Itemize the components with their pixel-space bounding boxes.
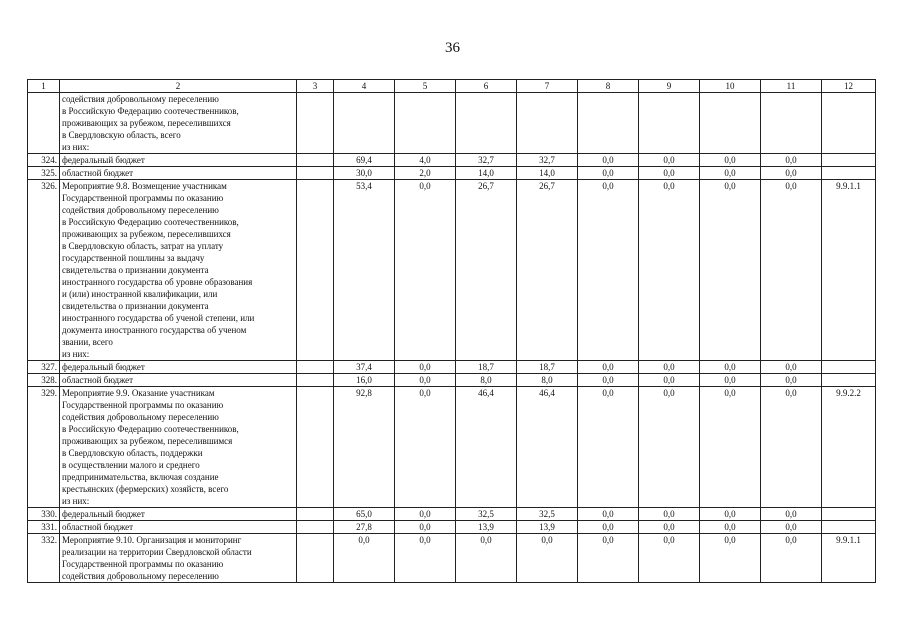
row-value-c5: 0,0 [395,387,456,508]
row-value-c6: 32,5 [456,508,517,521]
row-value-c7: 18,7 [517,361,578,374]
row-target-code: 9.9.2.2 [822,387,876,508]
budget-table [27,79,876,583]
row-target-code [822,374,876,387]
row-name: федеральный бюджет [60,508,297,521]
row-value-c5: 4,0 [395,154,456,167]
row-value-c5: 0,0 [395,534,456,583]
row-value-c11: 0,0 [761,374,822,387]
row-value-c4: 16,0 [334,374,395,387]
column-header: 11 [761,80,822,93]
row-value-c8 [578,93,639,154]
row-value-c8: 0,0 [578,167,639,180]
table-row [28,154,876,167]
table-row [28,374,876,387]
row-name: областной бюджет [60,167,297,180]
row-number: 332. [28,534,60,583]
row-value-c7: 14,0 [517,167,578,180]
row-value-c8: 0,0 [578,361,639,374]
row-value-c4: 0,0 [334,534,395,583]
row-value-c6: 8,0 [456,374,517,387]
row-value-c10: 0,0 [700,387,761,508]
row-value-c7: 46,4 [517,387,578,508]
row-number: 327. [28,361,60,374]
row-value-c10: 0,0 [700,154,761,167]
table-row [28,93,876,154]
row-name: содействия добровольному переселению в Российскую Федерацию соотечественников, проживающих за рубежом, переселившихся в Свердловскую область, всего из них: [60,93,297,154]
row-value-c4: 30,0 [334,167,395,180]
row-value-c3 [297,374,334,387]
row-value-c4: 92,8 [334,387,395,508]
row-value-c10: 0,0 [700,180,761,361]
row-value-c7: 32,7 [517,154,578,167]
row-value-c10: 0,0 [700,521,761,534]
row-value-c10: 0,0 [700,167,761,180]
row-value-c4: 53,4 [334,180,395,361]
row-value-c10 [700,93,761,154]
row-value-c10: 0,0 [700,361,761,374]
row-name: областной бюджет [60,374,297,387]
row-name: федеральный бюджет [60,361,297,374]
row-value-c3 [297,534,334,583]
row-value-c11: 0,0 [761,180,822,361]
row-target-code [822,508,876,521]
row-value-c10: 0,0 [700,508,761,521]
row-value-c5: 2,0 [395,167,456,180]
column-header: 7 [517,80,578,93]
row-value-c6 [456,93,517,154]
column-header: 2 [60,80,297,93]
row-value-c7 [517,93,578,154]
row-value-c9: 0,0 [639,374,700,387]
row-value-c8: 0,0 [578,508,639,521]
column-header: 4 [334,80,395,93]
table-row [28,508,876,521]
row-value-c3 [297,167,334,180]
row-value-c10: 0,0 [700,534,761,583]
column-header: 1 [28,80,60,93]
row-number: 331. [28,521,60,534]
row-value-c5: 0,0 [395,361,456,374]
table-row [28,180,876,361]
row-number: 328. [28,374,60,387]
row-value-c4 [334,93,395,154]
row-value-c8: 0,0 [578,387,639,508]
row-value-c4: 65,0 [334,508,395,521]
row-value-c3 [297,361,334,374]
row-value-c7: 26,7 [517,180,578,361]
row-value-c8: 0,0 [578,154,639,167]
column-header: 10 [700,80,761,93]
row-name: федеральный бюджет [60,154,297,167]
row-name: областной бюджет [60,521,297,534]
row-value-c4: 69,4 [334,154,395,167]
row-value-c11: 0,0 [761,361,822,374]
row-target-code: 9.9.1.1 [822,534,876,583]
column-header: 12 [822,80,876,93]
page-number: 36 [445,40,460,56]
row-value-c6: 32,7 [456,154,517,167]
row-value-c3 [297,154,334,167]
row-value-c5: 0,0 [395,180,456,361]
row-value-c5: 0,0 [395,374,456,387]
row-value-c9: 0,0 [639,361,700,374]
row-value-c7: 13,9 [517,521,578,534]
row-value-c9 [639,93,700,154]
row-name: Мероприятие 9.10. Организация и мониторинг реализации на территории Свердловской области Государственной программы по оказанию содействия добровольному переселению [60,534,297,583]
row-value-c3 [297,521,334,534]
row-value-c3 [297,93,334,154]
row-value-c9: 0,0 [639,534,700,583]
row-value-c7: 8,0 [517,374,578,387]
row-number: 329. [28,387,60,508]
row-value-c11: 0,0 [761,167,822,180]
row-value-c11 [761,93,822,154]
row-target-code [822,521,876,534]
row-value-c8: 0,0 [578,374,639,387]
row-value-c11: 0,0 [761,508,822,521]
column-header: 6 [456,80,517,93]
row-value-c3 [297,387,334,508]
table-row [28,521,876,534]
table-header-row [28,80,876,93]
row-target-code [822,93,876,154]
column-header: 8 [578,80,639,93]
column-header: 5 [395,80,456,93]
row-value-c5 [395,93,456,154]
row-name: Мероприятие 9.8. Возмещение участникам Государственной программы по оказанию содействия добровольному переселению в Российскую Федерацию соотечественников, проживающих за рубежом, переселившихся в Свердловскую область, затрат на уплату государственной пошлины за выдачу свидетельства о признании документа иностранного государства об уровне образования и (или) иностранной квалификации, или свидетельства о признании документа иностранного государства об ученой степени, или документа иностранного государства об ученом звании, всего из них: [60,180,297,361]
row-value-c7: 32,5 [517,508,578,521]
row-target-code [822,154,876,167]
row-value-c9: 0,0 [639,521,700,534]
row-target-code: 9.9.1.1 [822,180,876,361]
row-value-c11: 0,0 [761,387,822,508]
row-number: 326. [28,180,60,361]
table-row [28,387,876,508]
column-header: 9 [639,80,700,93]
table-row [28,361,876,374]
row-value-c4: 37,4 [334,361,395,374]
row-value-c11: 0,0 [761,154,822,167]
row-name: Мероприятие 9.9. Оказание участникам Государственной программы по оказанию содействия добровольному переселению в Российскую Федерацию соотечественников, проживающих за рубежом, переселившимся в Свердловскую область, поддержки в осуществлении малого и среднего предпринимательства, включая создание крестьянских (фермерских) хозяйств, всего из них: [60,387,297,508]
row-number: 330. [28,508,60,521]
row-target-code [822,361,876,374]
row-value-c11: 0,0 [761,534,822,583]
row-value-c6: 14,0 [456,167,517,180]
row-value-c10: 0,0 [700,374,761,387]
row-value-c5: 0,0 [395,521,456,534]
row-value-c6: 0,0 [456,534,517,583]
row-value-c6: 13,9 [456,521,517,534]
row-value-c9: 0,0 [639,154,700,167]
row-value-c6: 18,7 [456,361,517,374]
row-value-c5: 0,0 [395,508,456,521]
row-value-c9: 0,0 [639,508,700,521]
row-value-c8: 0,0 [578,521,639,534]
row-value-c3 [297,180,334,361]
row-value-c3 [297,508,334,521]
row-value-c9: 0,0 [639,180,700,361]
row-value-c4: 27,8 [334,521,395,534]
row-number [28,93,60,154]
row-value-c7: 0,0 [517,534,578,583]
column-header: 3 [297,80,334,93]
row-value-c8: 0,0 [578,534,639,583]
row-value-c11: 0,0 [761,521,822,534]
row-value-c9: 0,0 [639,167,700,180]
row-value-c6: 46,4 [456,387,517,508]
row-number: 324. [28,154,60,167]
table-row [28,534,876,583]
row-value-c8: 0,0 [578,180,639,361]
row-value-c9: 0,0 [639,387,700,508]
row-number: 325. [28,167,60,180]
row-target-code [822,167,876,180]
row-value-c6: 26,7 [456,180,517,361]
table-row [28,167,876,180]
